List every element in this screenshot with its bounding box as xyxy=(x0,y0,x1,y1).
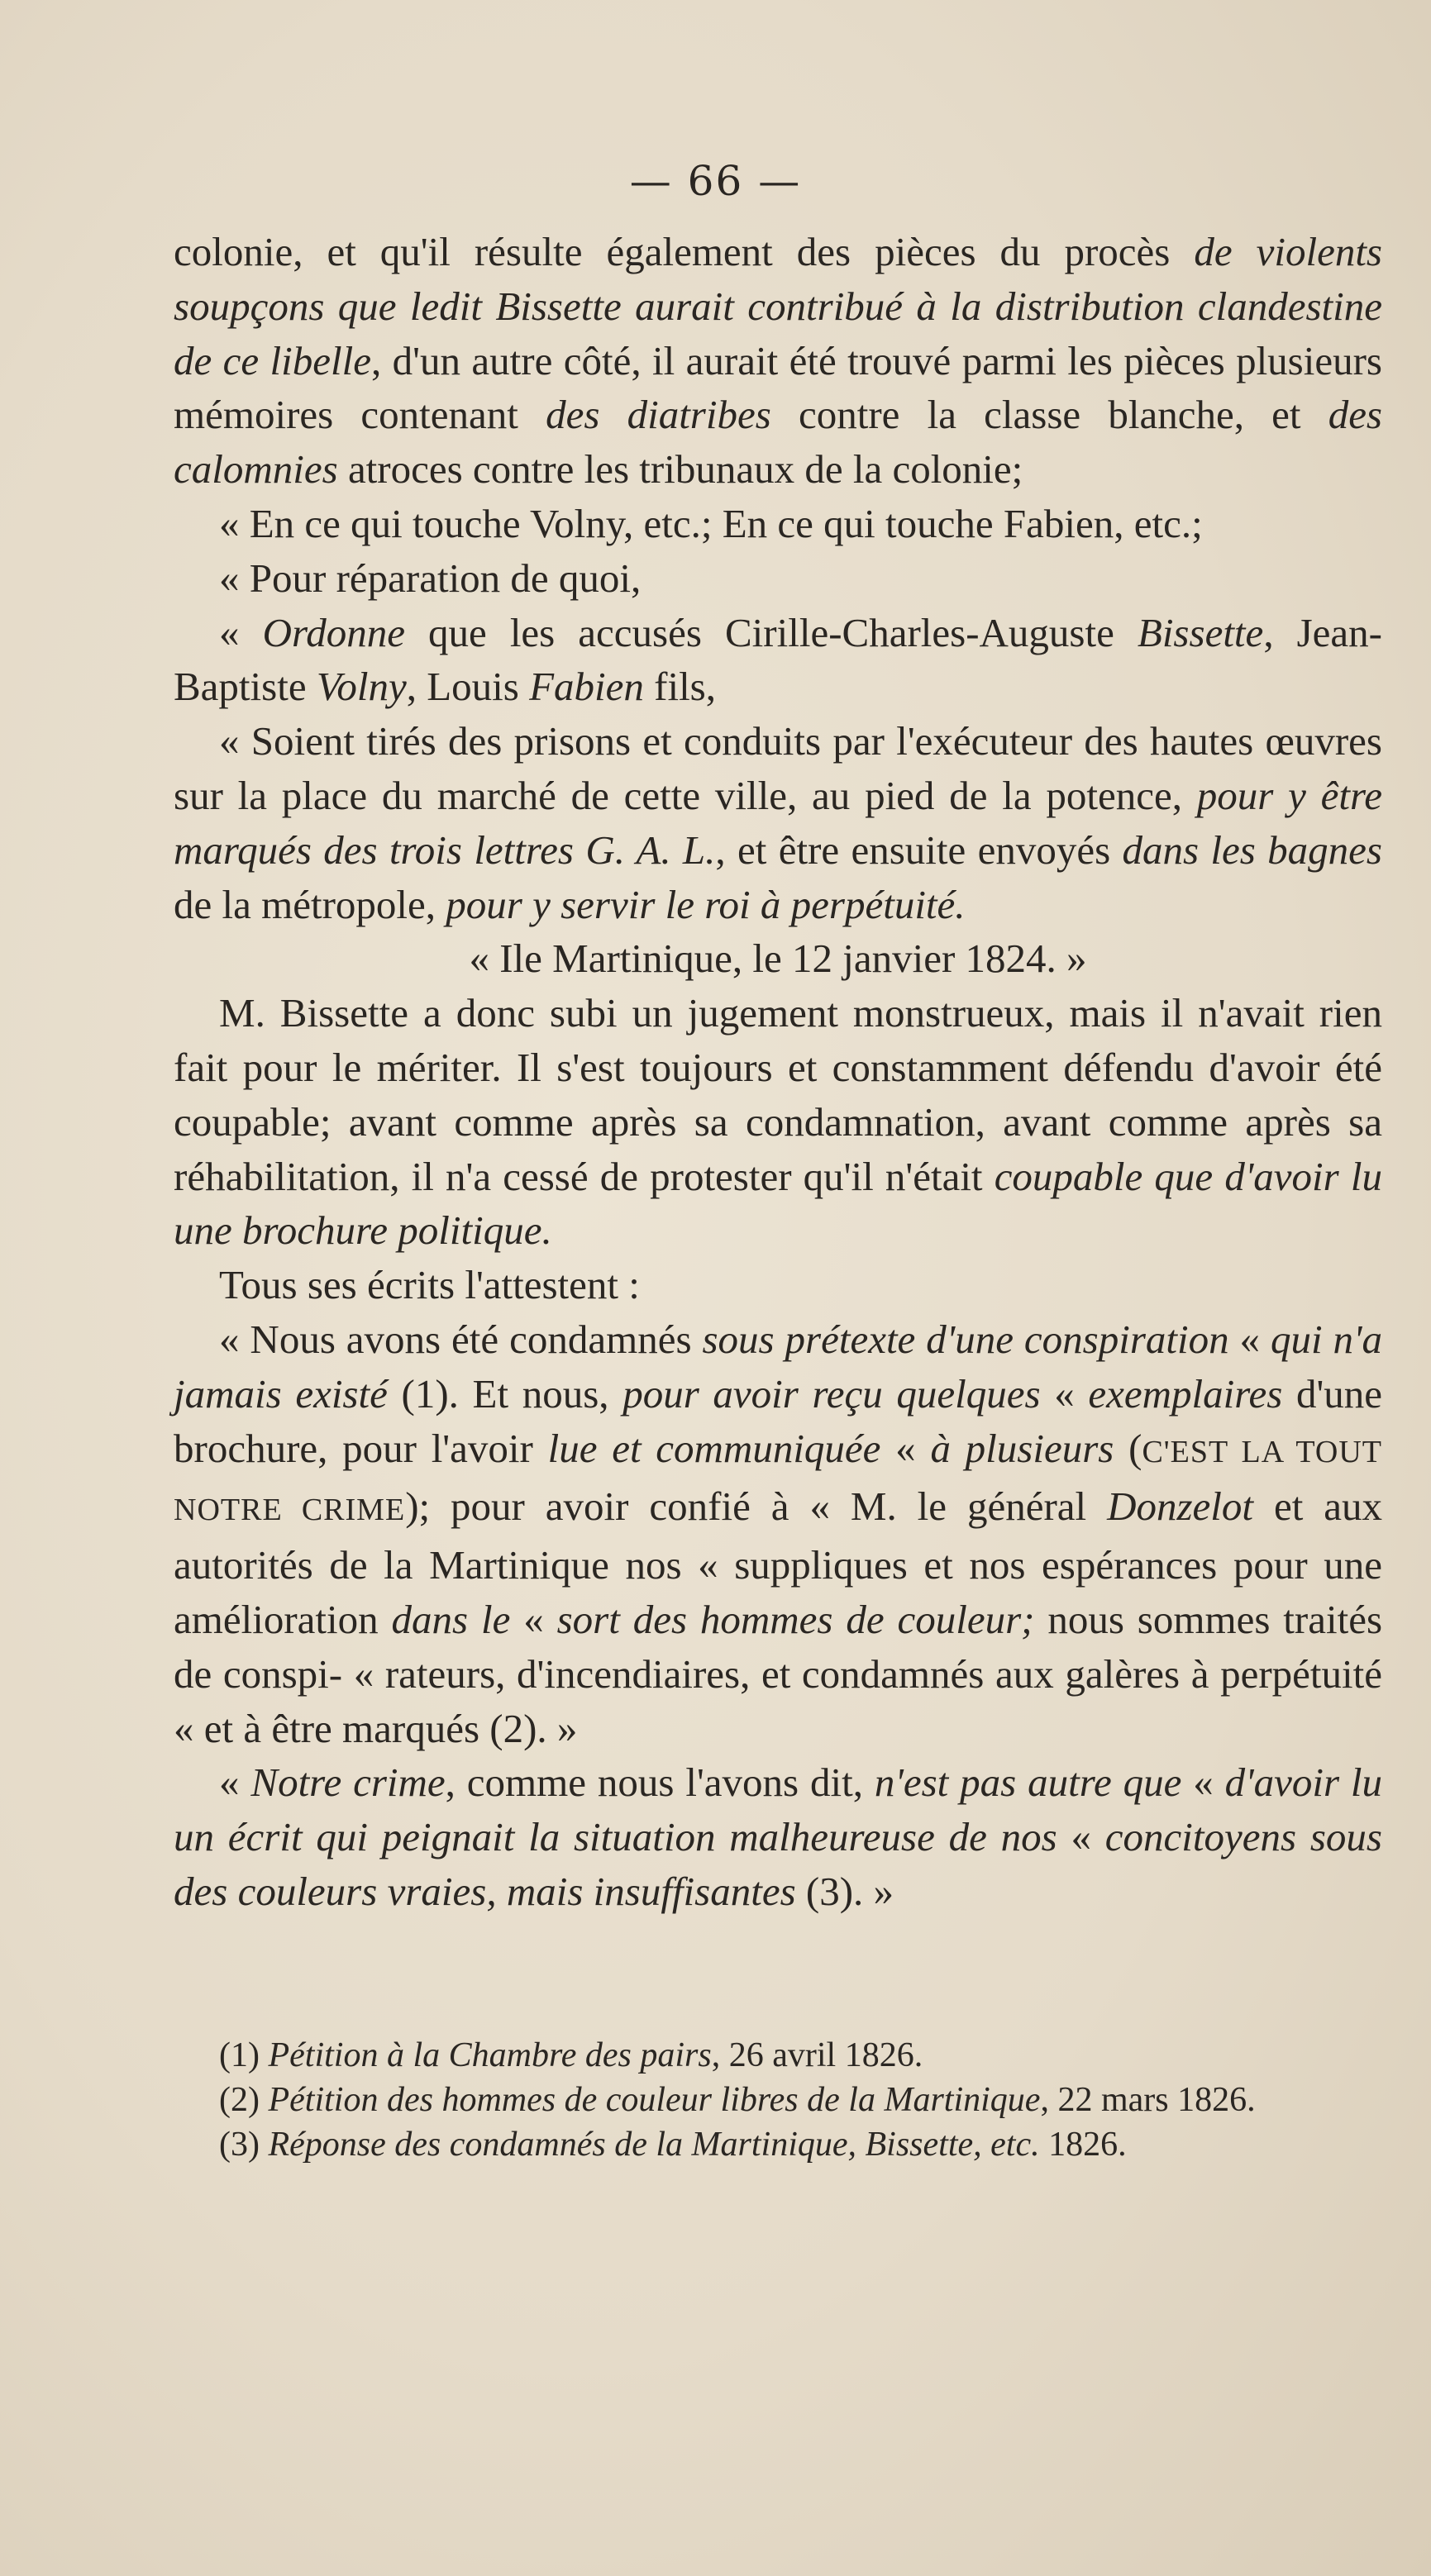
italic-run: concitoyens sous des couleurs vraies, mais insuffisantes xyxy=(174,1814,1383,1914)
text-run: , 26 avril 1826. xyxy=(711,2036,923,2074)
italic-run: qui n'a jamais existé xyxy=(174,1316,1383,1417)
italic-run: pour y servir le roi à perpétuité. xyxy=(446,881,966,927)
text-run: atroces contre les tribunaux de la colonie; xyxy=(337,446,1023,493)
text-run: « Ile Martinique, le 12 janvier 1824. » xyxy=(469,936,1087,982)
text-run: (3) xyxy=(219,2126,269,2164)
text-run: « xyxy=(1181,1759,1225,1806)
italic-run: Notre crime xyxy=(250,1759,446,1806)
text-run: « Pour réparation de quoi, xyxy=(219,555,642,601)
text-run: « xyxy=(219,609,263,655)
text-run: « xyxy=(510,1596,557,1642)
page-number: — 66 — xyxy=(629,157,802,205)
text-run: et aux autorités de la Martinique nos « suppliques et nos espérances pour une amélioration xyxy=(174,1483,1382,1642)
text-run: (1). Et nous, xyxy=(387,1370,623,1417)
text-run: « xyxy=(219,1759,251,1806)
text-run: que les accusés Cirille-Charles-Auguste xyxy=(404,609,1138,655)
italic-run: n'est pas autre que xyxy=(874,1759,1182,1806)
text-run: 1826. xyxy=(1039,2126,1127,2164)
text-run: , 22 mars 1826. xyxy=(1040,2081,1256,2119)
text-run: de la métropole, xyxy=(174,881,446,927)
text-run: contre la classe blanche, et xyxy=(770,392,1328,438)
paragraph xyxy=(174,986,1382,1258)
text-run: (1) xyxy=(219,2036,269,2074)
footnote xyxy=(174,2122,1382,2167)
italic-run: dans les bagnes xyxy=(1122,826,1382,873)
italic-run: d'avoir lu un écrit qui peignait la situation malheureuse de nos xyxy=(174,1759,1383,1860)
text-run: (3). » xyxy=(795,1868,894,1914)
text-run: « En ce qui touche Volny, etc.; En ce qui touche Fabien, etc.; xyxy=(219,500,1203,546)
italic-run: Fabien xyxy=(529,664,644,710)
paragraph xyxy=(174,931,1382,986)
text-run: « Soient tirés des prisons et conduits par l'exécuteur des hautes œuvres sur la place du marché de cette ville, au pied de la potence, xyxy=(174,718,1382,818)
text-run: nous sommes traités de conspi- « rateurs, d'incendiaires, et condamnés aux galères à perpétuité « et à être marqués (2). » xyxy=(174,1596,1383,1751)
footnote xyxy=(174,2078,1382,2122)
italic-run: lue et communiquée xyxy=(547,1425,881,1471)
italic-run: sous prétexte d'une conspiration xyxy=(702,1316,1229,1362)
paragraph xyxy=(174,551,1382,606)
italic-run: exemplaires xyxy=(1088,1370,1283,1417)
italic-run: pour avoir reçu quelques xyxy=(622,1370,1041,1417)
italic-run: sort des hommes de couleur; xyxy=(556,1596,1035,1642)
main-text xyxy=(174,225,1382,1919)
italic-run: Bissette xyxy=(1137,609,1264,655)
text-run: , d'un autre côté, il aurait été trouvé parmi les pièces plusieurs mémoires contenant xyxy=(174,337,1382,438)
text-run: , Louis xyxy=(406,664,530,710)
italic-run: dans le xyxy=(391,1596,511,1642)
text-run: ); pour avoir confié à « M. le général xyxy=(405,1483,1108,1530)
text-run: (2) xyxy=(219,2081,269,2119)
text-run: « xyxy=(880,1425,931,1471)
paragraph xyxy=(174,497,1382,551)
italic-run: de violents soupçons que ledit Bissette aurait contribué à la distribution clandestine de ce libelle xyxy=(174,229,1383,383)
text-run: Tous ses écrits l'attestent : xyxy=(219,1262,640,1308)
paragraph xyxy=(174,714,1382,931)
italic-run: à plusieurs xyxy=(930,1425,1114,1471)
paragraph xyxy=(174,606,1382,715)
text-run: ( xyxy=(1114,1425,1142,1471)
italic-run: Donzelot xyxy=(1107,1483,1254,1530)
text-run: colonie, et qu'il résulte également des pièces du procès xyxy=(174,229,1195,274)
italic-run: Volny xyxy=(316,664,407,710)
text-run: « xyxy=(1040,1370,1089,1417)
text-run: , Jean-Baptiste xyxy=(174,609,1383,710)
text-run: « xyxy=(1228,1316,1271,1362)
text-run: « xyxy=(1057,1814,1105,1860)
italic-run: pour y être marqués des trois lettres G. A. L. xyxy=(174,772,1382,873)
italic-run: Pétition des hommes de couleur libres de la Martinique xyxy=(268,2081,1041,2119)
text-run: fils, xyxy=(643,664,717,710)
italic-run: Ordonne xyxy=(262,609,405,655)
italic-run: des diatribes xyxy=(546,392,771,438)
italic-run: des calomnies xyxy=(174,392,1383,493)
text-run: M. Bissette a donc subi un jugement monstrueux, mais il n'avait rien fait pour le mériter. Il s'est toujours et constamment défendu d'avoir été coupable; avant comme après sa condamnation, avant comme après sa réhabilitation, il n'a cessé de protester qu'il n'était xyxy=(174,990,1382,1199)
small-caps-run: C'EST LA TOUT NOTRE CRIME xyxy=(174,1434,1383,1528)
text-run: « Nous avons été condamnés xyxy=(219,1316,703,1362)
paragraph xyxy=(174,1755,1382,1918)
italic-run: Réponse des condamnés de la Martinique, Bissette, etc. xyxy=(268,2126,1040,2164)
text-run: , comme nous l'avons dit, xyxy=(445,1759,875,1806)
paragraph xyxy=(174,1312,1382,1755)
footnotes xyxy=(174,2033,1382,2167)
paragraph xyxy=(174,225,1382,497)
italic-run: coupable que d'avoir lu une brochure politique. xyxy=(174,1153,1382,1254)
text-run: d'une brochure, pour l'avoir xyxy=(174,1370,1383,1471)
text-run: , et être ensuite envoyés xyxy=(715,826,1123,873)
footnote xyxy=(174,2033,1382,2078)
paragraph xyxy=(174,1258,1382,1312)
italic-run: Pétition à la Chambre des pairs xyxy=(268,2036,712,2074)
